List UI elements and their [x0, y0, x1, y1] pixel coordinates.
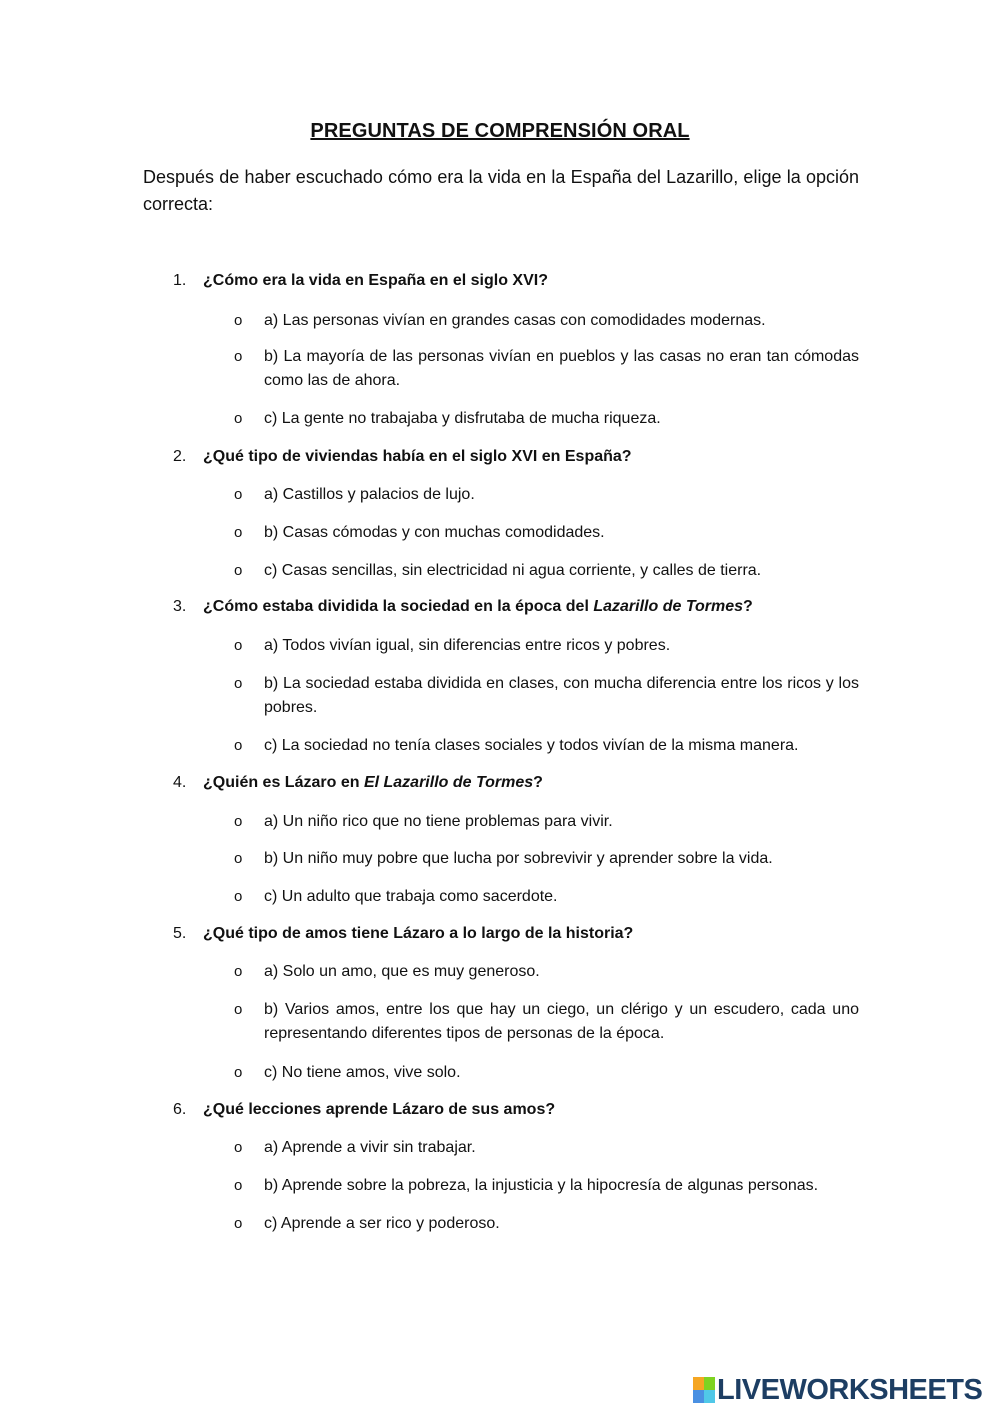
bullet-icon: o — [234, 562, 243, 579]
option-text: a) Solo un amo, que es muy generoso. — [264, 963, 540, 980]
option-6c[interactable] — [234, 1212, 859, 1236]
bullet-icon: o — [234, 963, 243, 980]
bullet-icon: o — [234, 348, 243, 365]
option-text: b) Casas cómodas y con muchas comodidades. — [264, 524, 605, 541]
question-text: ¿Quién es Lázaro en — [203, 774, 364, 791]
question-6 — [173, 1100, 555, 1120]
bullet-icon: o — [234, 675, 243, 692]
question-number: 5. — [173, 925, 187, 942]
option-text: b) La sociedad estaba dividida en clases, con mucha diferencia entre los ricos y los pobres. — [264, 675, 859, 716]
bullet-icon: o — [234, 637, 243, 654]
liveworksheets-logo — [693, 1374, 989, 1406]
bullet-icon: o — [234, 1001, 243, 1018]
option-4a[interactable] — [234, 810, 859, 834]
option-3a[interactable] — [234, 634, 859, 658]
question-number: 2. — [173, 448, 187, 465]
question-mark: ? — [533, 774, 543, 791]
question-number: 3. — [173, 598, 187, 615]
option-text: a) Un niño rico que no tiene problemas para vivir. — [264, 813, 613, 830]
logo-tile-2 — [704, 1377, 715, 1390]
bullet-icon: o — [234, 1139, 243, 1156]
option-text: c) Casas sencillas, sin electricidad ni agua corriente, y calles de tierra. — [264, 562, 762, 579]
question-number: 1. — [173, 272, 187, 289]
option-2b[interactable] — [234, 521, 859, 545]
option-text: a) Todos vivían igual, sin diferencias entre ricos y pobres. — [264, 637, 671, 654]
option-2c[interactable] — [234, 559, 859, 583]
question-1 — [173, 271, 548, 291]
option-3b[interactable] — [234, 672, 859, 720]
option-text: c) La gente no trabajaba y disfrutaba de mucha riqueza. — [264, 410, 661, 427]
option-text: c) No tiene amos, vive solo. — [264, 1064, 461, 1081]
option-text: c) Un adulto que trabaja como sacerdote. — [264, 888, 558, 905]
liveworksheets-icon — [693, 1377, 715, 1403]
bullet-icon: o — [234, 1215, 243, 1232]
bullet-icon: o — [234, 850, 243, 867]
option-5b[interactable] — [234, 998, 859, 1046]
bullet-icon: o — [234, 486, 243, 503]
question-4 — [173, 773, 543, 793]
option-4b[interactable] — [234, 847, 859, 871]
option-1a[interactable] — [234, 309, 859, 333]
bullet-icon: o — [234, 1064, 243, 1081]
question-text: ¿Qué tipo de amos tiene Lázaro a lo largo de la historia? — [203, 925, 634, 942]
book-title: El Lazarillo de Tormes — [363, 774, 534, 791]
bullet-icon: o — [234, 1177, 243, 1194]
bullet-icon: o — [234, 524, 243, 541]
question-2 — [173, 447, 632, 467]
option-text: a) Castillos y palacios de lujo. — [264, 486, 475, 503]
brand-name: LIVEWORKSHEETS — [717, 1373, 983, 1406]
question-3 — [173, 597, 753, 617]
option-1b[interactable] — [234, 345, 859, 393]
option-6a[interactable] — [234, 1136, 859, 1160]
option-text: b) Aprende sobre la pobreza, la injusticia y la hipocresía de algunas personas. — [264, 1177, 819, 1194]
book-title: Lazarillo de Tormes — [593, 598, 744, 615]
option-5a[interactable] — [234, 960, 859, 984]
option-text: c) La sociedad no tenía clases sociales y todos vivían de la misma manera. — [264, 737, 799, 754]
logo-tile-4 — [704, 1390, 715, 1403]
question-number: 6. — [173, 1101, 187, 1118]
option-text: c) Aprende a ser rico y poderoso. — [264, 1215, 500, 1232]
option-text: a) Las personas vivían en grandes casas con comodidades modernas. — [264, 312, 766, 329]
option-3c[interactable] — [234, 734, 859, 758]
question-mark: ? — [743, 598, 753, 615]
option-1c[interactable] — [234, 407, 859, 431]
bullet-icon: o — [234, 312, 243, 329]
page-title: PREGUNTAS DE COMPRENSIÓN ORAL — [310, 120, 690, 142]
option-5c[interactable] — [234, 1061, 859, 1085]
bullet-icon: o — [234, 410, 243, 427]
logo-tile-3 — [693, 1390, 704, 1403]
option-text: b) Varios amos, entre los que hay un ciego, un clérigo y un escudero, cada uno representando diferentes tipos de personas de la época. — [264, 1001, 859, 1042]
option-text: b) La mayoría de las personas vivían en pueblos y las casas no eran tan cómodas como las de ahora. — [264, 348, 859, 389]
option-text: b) Un niño muy pobre que lucha por sobrevivir y aprender sobre la vida. — [264, 850, 773, 867]
question-text: ¿Qué tipo de viviendas había en el siglo XVI en España? — [203, 448, 632, 465]
bullet-icon: o — [234, 888, 243, 905]
question-text: ¿Cómo estaba dividida la sociedad en la época del — [203, 598, 594, 615]
logo-tile-1 — [693, 1377, 704, 1390]
question-5 — [173, 924, 633, 944]
question-number: 4. — [173, 774, 187, 791]
option-2a[interactable] — [234, 483, 859, 507]
option-text: a) Aprende a vivir sin trabajar. — [264, 1139, 476, 1156]
option-4c[interactable] — [234, 885, 859, 909]
option-6b[interactable] — [234, 1174, 859, 1198]
bullet-icon: o — [234, 813, 243, 830]
question-text: ¿Qué lecciones aprende Lázaro de sus amos? — [203, 1101, 556, 1118]
question-text: ¿Cómo era la vida en España en el siglo XVI? — [203, 272, 548, 289]
bullet-icon: o — [234, 737, 243, 754]
intro-instructions: Después de haber escuchado cómo era la vida en la España del Lazarillo, elige la opción correcta: — [143, 167, 859, 214]
